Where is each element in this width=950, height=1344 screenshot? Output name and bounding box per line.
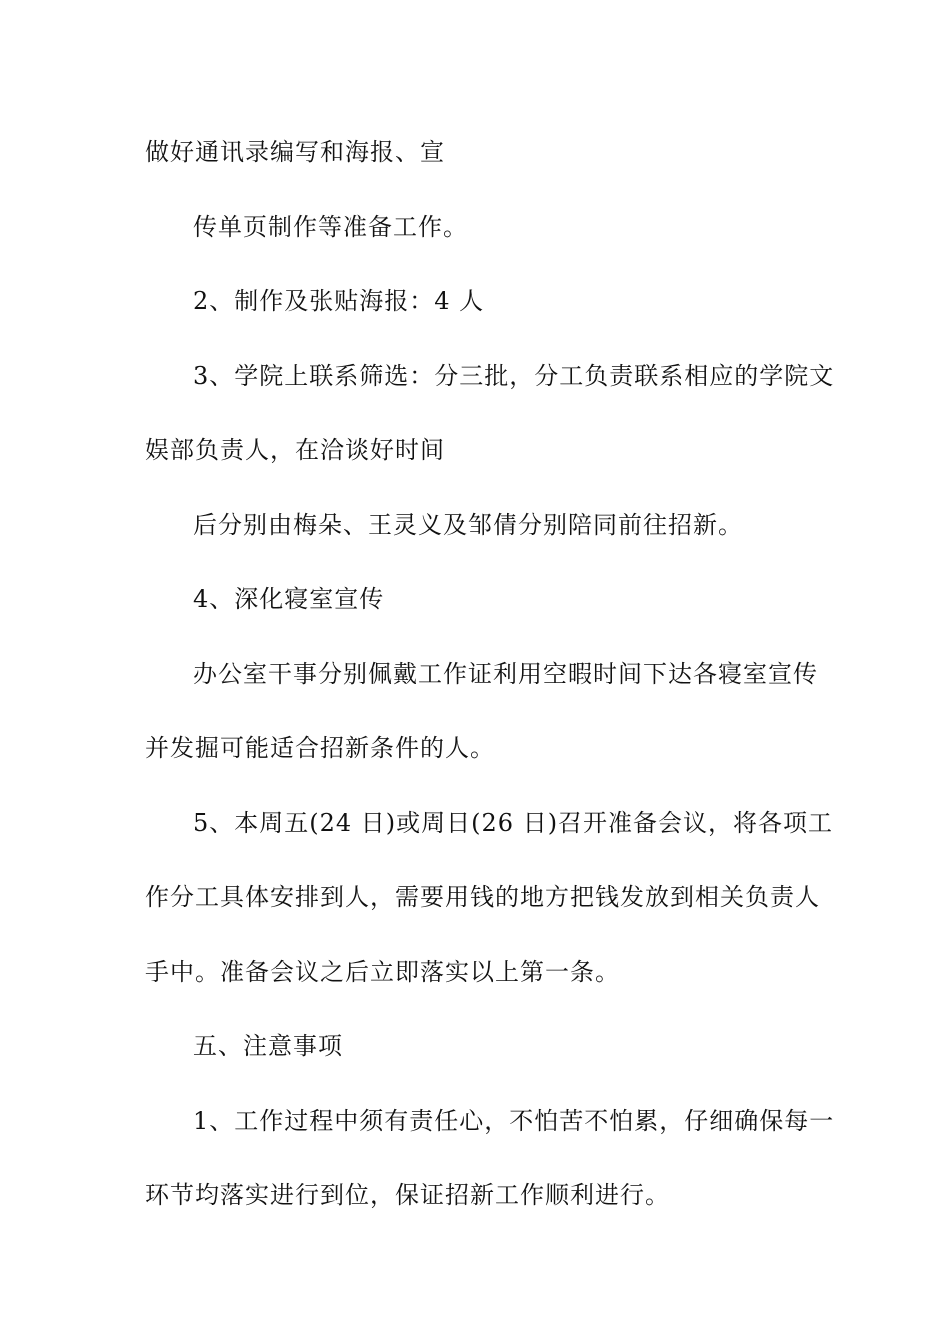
text-line: 五、注意事项 [193,1032,343,1060]
text-line: 传单页制作等准备工作。 [193,213,468,241]
text-line: 办公室干事分别佩戴工作证利用空暇时间下达各寝室宣传 [193,660,818,688]
text-line: 手中。准备会议之后立即落实以上第一条。 [145,958,620,986]
text-line: 后分别由梅朵、王灵义及邹倩分别陪同前往招新。 [193,511,743,539]
text-line: 作分工具体安排到人，需要用钱的地方把钱发放到相关负责人 [145,883,820,911]
text-line: 做好通讯录编写和海报、宣 [145,138,445,166]
text-line: 1、工作过程中须有责任心，不怕苦不怕累，仔细确保每一 [193,1107,835,1135]
text-line: 环节均落实进行到位，保证招新工作顺利进行。 [145,1181,670,1209]
text-line: 4、深化寝室宣传 [193,585,385,613]
text-line: 2、制作及张贴海报：4 人 [193,287,485,315]
text-line: 并发掘可能适合招新条件的人。 [145,734,495,762]
text-line: 娱部负责人，在洽谈好时间 [145,436,445,464]
text-line: 5、本周五(24 日)或周日(26 日)召开准备会议，将各项工 [193,809,834,837]
text-line: 3、学院上联系筛选：分三批，分工负责联系相应的学院文 [193,362,835,390]
